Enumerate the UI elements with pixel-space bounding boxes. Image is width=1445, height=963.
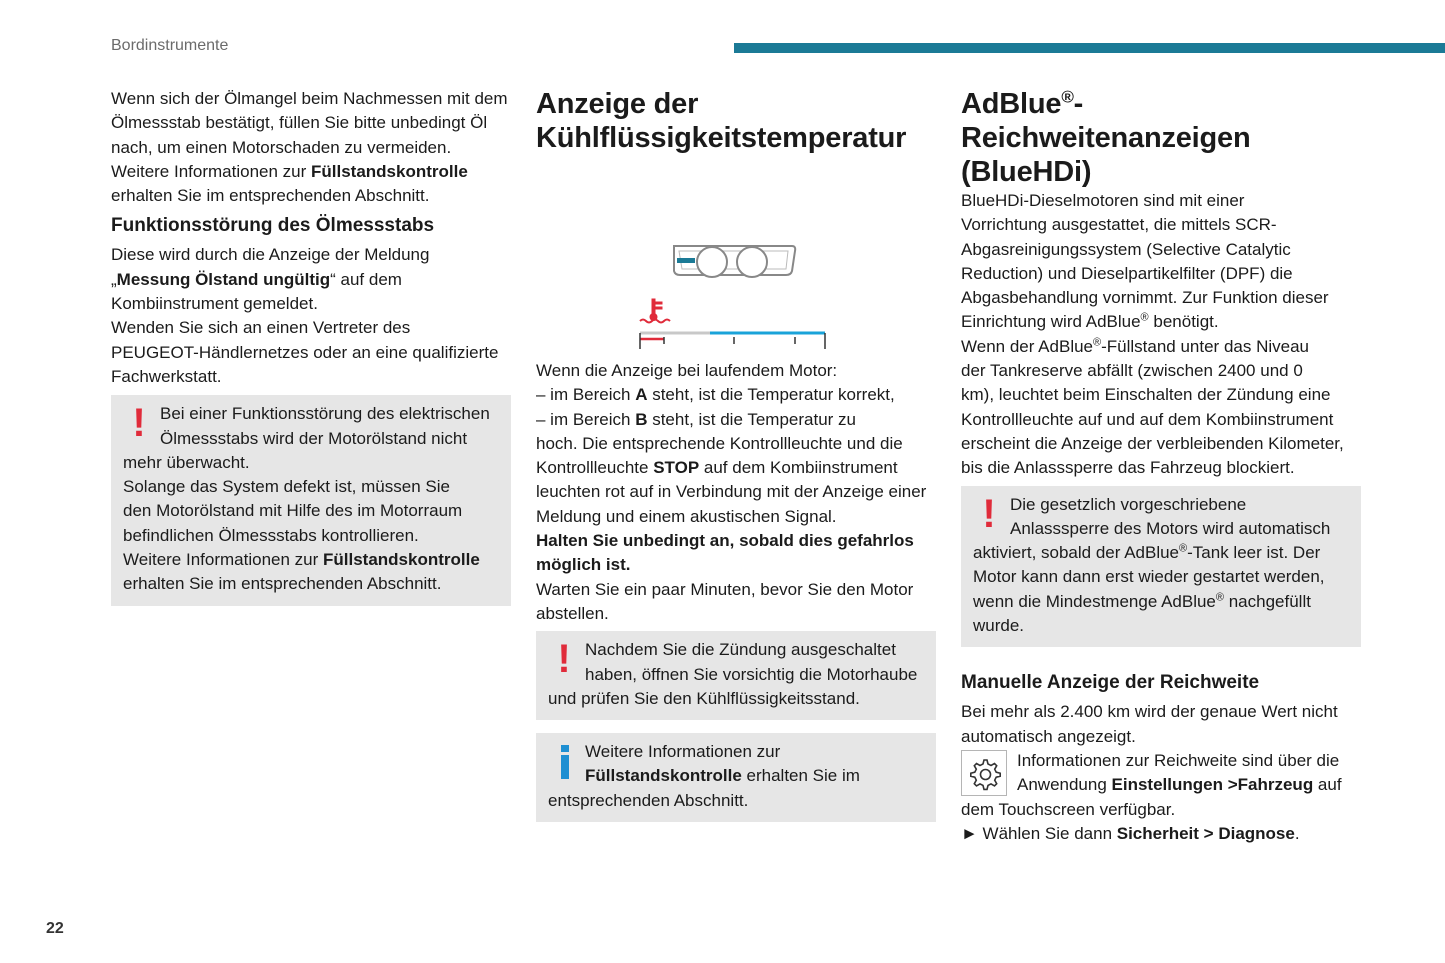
text-line: PEUGEOT-Händlernetzes oder an eine qualifizierte: [111, 342, 499, 362]
text-line: der Tankreserve abfällt (zwischen 2400 und 0: [961, 361, 1303, 381]
tick-label-50: [799, 348, 823, 349]
warning-exclamation-icon: !: [982, 491, 996, 536]
malfunction-paragraph: [111, 243, 511, 389]
warning-bold: Füllstandskontrolle: [323, 550, 480, 570]
warning-line: Nachdem Sie die Zündung ausgeschaltet: [585, 640, 896, 660]
text-line: Wenden Sie sich an einen Vertreter des: [111, 318, 411, 338]
warning-line: befindlichen Ölmessstabs kontrollieren.: [123, 525, 419, 545]
intro-line: Weitere Informationen zur: [111, 161, 311, 181]
text-line: Abgasreinigungssystem (Selective Catalytic: [961, 239, 1291, 259]
header-accent-bar: [734, 43, 1445, 53]
warning-exclamation-icon: !: [132, 401, 146, 446]
coolant-paragraph: Wenn die Anzeige bei laufendem Motor: – im Bereich A steht, ist die Temperatur korrekt, – im Bereich B steht, ist die Temperatur zu hoch. Die entsprechende Kontrollleuchte und die Kontrollleuchte STOP auf dem Kombiinstrument leuchten rot auf in Verbindung mit der Anzeige einer Meldung und einem akustischen Signal. Halten Sie unbedingt an, sobald dies gefahrlos möglich ist. Warten Sie ein paar Minuten, bevor Sie den Motor abstellen.: [536, 359, 936, 626]
text-line: Wenn die Anzeige bei laufendem Motor:: [536, 361, 838, 380]
text-line: km), leuchtet beim Einschalten der Zündung eine: [961, 385, 1331, 405]
info-bold: Füllstandskontrolle: [585, 766, 742, 786]
warning-box: [111, 395, 511, 605]
text-line: automatisch angezeigt.: [961, 726, 1136, 746]
warning-line: Bei einer Funktionsstörung des elektrischen: [160, 404, 490, 424]
section-heading: Manuelle Anzeige der Reichweite: [961, 672, 1260, 694]
text-line: Fachwerkstatt.: [111, 366, 222, 386]
instrument-cluster-icon: [674, 246, 795, 277]
text-line: abstellen.: [536, 603, 609, 623]
info-box: Weitere Informationen zur Füllstandskontrolle erhalten Sie im entsprechenden Abschnitt.: [536, 733, 936, 822]
info-icon: [556, 741, 572, 781]
settings-path: Einstellungen >Fahrzeug: [1111, 775, 1314, 795]
text-line: Warten Sie ein paar Minuten, bevor Sie den Motor: [536, 579, 914, 599]
page-header-title: Bordinstrumente: [111, 37, 229, 54]
diagnose-path: Sicherheit > Diagnose: [1116, 823, 1295, 843]
arrow-bullet-icon: ►: [961, 823, 978, 843]
warning-line: Anlasssperre des Motors wird automatisch: [1010, 518, 1331, 538]
intro-bold: Füllstandskontrolle: [311, 161, 468, 181]
text-line: Informationen zur Reichweite sind über die: [1017, 750, 1340, 770]
text-line: Reduction) und Dieselpartikelfilter (DPF) die: [961, 263, 1293, 283]
unit-label: [641, 348, 666, 349]
settings-gear-icon: [961, 750, 1007, 796]
info-line: Weitere Informationen zur: [585, 742, 781, 762]
warning-line: erhalten Sie im entsprechenden Abschnitt.: [123, 574, 442, 594]
column-2: [536, 87, 936, 822]
text-line: Meldung und einem akustischen Signal.: [536, 506, 837, 526]
warning-line: wurde.: [973, 616, 1025, 636]
text-fragment: “ auf dem: [330, 269, 402, 289]
column-3: [961, 87, 1361, 846]
text-line: Diese wird durch die Anzeige der Meldung: [111, 245, 430, 265]
adblue-paragraph: BlueHDi-Dieselmotoren sind mit einer Vorrichtung ausgestattet, die mittels SCR- Abgasreinigungssystem (Selective Catalytic Reduction) und Dieselpartikelfilter (DPF) die Abgasbehandlung vornimmt. Zur Funktion dieser Einrichtung wird AdBlue® benötigt. Wenn der AdBlue®-Füllstand unter das Niveau der Tankreserve abfällt (zwischen 2400 und 0 km), leuchtet beim Einschalten der Zündung eine Kontrollleuchte auf und auf dem Kombiinstrument erscheint die Anzeige der verbleibenden Kilometer, bis die Anlasssperre das Fahrzeug blockiert.: [961, 189, 1361, 481]
text-line: dem Touchscreen verfügbar.: [961, 799, 1176, 819]
text-line: erscheint die Anzeige der verbleibenden Kilometer,: [961, 433, 1344, 453]
stop-label: STOP: [653, 458, 700, 478]
section-heading: Funktionsstörung des Ölmessstabs: [111, 215, 435, 237]
warning-line: Weitere Informationen zur: [123, 550, 323, 570]
warning-box: ! Die gesetzlich vorgeschriebene Anlasssperre des Motors wird automatisch aktiviert, sobald der AdBlue®-Tank leer ist. Der Motor kann dann erst wieder gestartet werden, wenn die Mindestmenge AdBlue® nachgefüllt wurde.: [961, 486, 1361, 648]
quote-mark: „: [111, 269, 117, 289]
range-paragraph: [961, 700, 1361, 749]
warning-box: [536, 631, 936, 720]
warning-line: haben, öffnen Sie vorsichtig die Motorhaube: [585, 664, 918, 684]
text-line: bis die Anlasssperre das Fahrzeug blockiert.: [961, 458, 1295, 478]
intro-line: nach, um einen Motorschaden zu vermeiden.: [111, 137, 452, 157]
range-a-label: A: [635, 385, 648, 405]
intro-line: Wenn sich der Ölmangel beim Nachmessen mit dem: [111, 89, 508, 108]
warning-line: Ölmessstabs wird der Motorölstand nicht: [160, 428, 468, 448]
message-text: Messung Ölstand ungültig: [116, 269, 331, 289]
text-line: Kontrollleuchte auf und auf dem Kombiinstrument: [961, 409, 1334, 429]
warning-line: Die gesetzlich vorgeschriebene: [1010, 494, 1247, 514]
range-b-label: B: [635, 409, 648, 429]
warning-line: Solange das System defekt ist, müssen Sie: [123, 477, 450, 497]
tick-label-90: [721, 348, 745, 349]
text-line: BlueHDi-Dieselmotoren sind mit einer: [961, 191, 1245, 210]
intro-line: erhalten Sie im entsprechenden Abschnitt.: [111, 186, 430, 206]
text-line: Abgasbehandlung vornimmt. Zur Funktion dieser: [961, 288, 1329, 308]
coolant-temperature-icon: [640, 299, 670, 323]
text-line: hoch. Die entsprechende Kontrollleuchte und die: [536, 433, 903, 453]
bold-instruction: möglich ist.: [536, 555, 631, 575]
warning-line: mehr überwacht.: [123, 452, 250, 472]
warning-line: den Motorölstand mit Hilfe des im Motorraum: [123, 501, 463, 521]
bold-instruction: Halten Sie unbedingt an, sobald dies gefahrlos: [536, 531, 914, 551]
section-title-coolant: Anzeige der Kühlflüssigkeitstemperatur: [536, 88, 907, 154]
info-line: entsprechenden Abschnitt.: [548, 790, 749, 810]
text-line: Vorrichtung ausgestattet, die mittels SCR-: [961, 215, 1277, 235]
intro-line: Ölmessstab bestätigt, füllen Sie bitte unbedingt Öl: [111, 113, 488, 133]
warning-line: Motor kann dann erst wieder gestartet werden,: [973, 567, 1325, 587]
warning-exclamation-icon: !: [557, 637, 571, 682]
column-1: [111, 87, 511, 606]
intro-paragraph: [111, 87, 511, 208]
text-line: Bei mehr als 2.400 km wird der genaue Wert nicht: [961, 702, 1338, 722]
coolant-gauge-diagram: [536, 161, 936, 349]
settings-paragraph: Informationen zur Reichweite sind über die Anwendung Einstellungen >Fahrzeug auf dem Touchscreen verfügbar. ► Wählen Sie dann Sicherheit > Diagnose.: [961, 749, 1361, 846]
coolant-gauge-svg: [536, 161, 936, 349]
page-number: 22: [46, 920, 64, 937]
text-line: Kombiinstrument gemeldet.: [111, 294, 318, 314]
section-title-adblue: AdBlue®-Reichweitenanzeigen (BlueHDi): [961, 87, 1251, 188]
text-line: leuchten rot auf in Verbindung mit der Anzeige einer: [536, 482, 927, 502]
warning-line: und prüfen Sie den Kühlflüssigkeitsstand.: [548, 688, 860, 708]
